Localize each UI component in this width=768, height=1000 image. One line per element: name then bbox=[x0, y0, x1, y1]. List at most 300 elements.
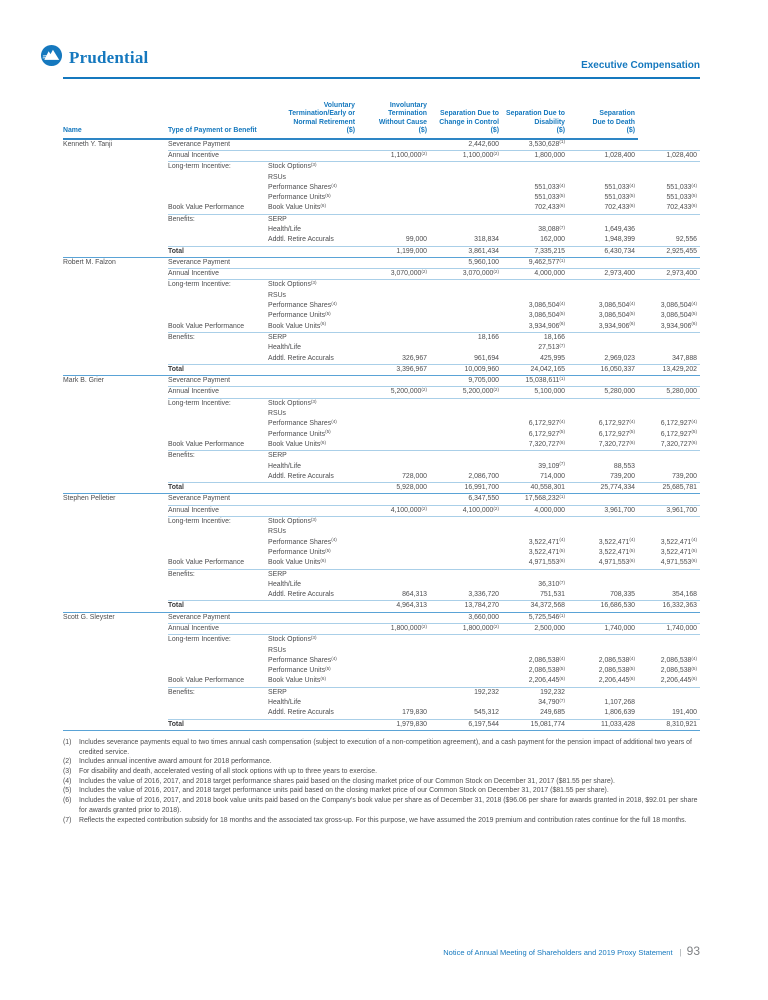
payment-subtype-label: RSUs bbox=[268, 173, 286, 181]
value-cell-2: 3,934,906$^{(6)}$ bbox=[502, 322, 568, 333]
value-cell-1: 3,660,000 bbox=[430, 612, 502, 623]
value-cell-1 bbox=[430, 214, 502, 225]
value-cell-3: 1,740,000 bbox=[568, 623, 638, 634]
value-cell-4 bbox=[638, 580, 700, 590]
value-cell-1: 6,197,544 bbox=[430, 719, 502, 730]
payment-subtype-label bbox=[268, 364, 358, 375]
value-cell-0: 1,100,000$^{(2)}$ bbox=[358, 150, 430, 161]
value-cell-3: 702,433$^{(6)}$ bbox=[568, 203, 638, 214]
value-cell-4: 702,433$^{(6)}$ bbox=[638, 203, 700, 214]
value-cell-4: 13,429,202 bbox=[638, 364, 700, 375]
executive-name bbox=[63, 698, 168, 708]
executive-name bbox=[63, 601, 168, 612]
value-cell-1 bbox=[430, 193, 502, 203]
value-cell-1 bbox=[430, 656, 502, 666]
value-cell-2: 3,522,471$^{(4)}$ bbox=[528, 537, 565, 546]
col-header-value-4: Separation Due to Death ($) bbox=[568, 102, 638, 139]
value-cell-2: 34,790$^{(7)}$ bbox=[538, 697, 565, 707]
value-cell-3: 3,522,471$^{(4)}$ bbox=[598, 537, 635, 546]
payment-type-label bbox=[168, 590, 268, 601]
payment-type-label: Benefits: bbox=[168, 333, 195, 341]
payment-subtype-label bbox=[268, 719, 358, 730]
payment-subtype-label bbox=[268, 623, 358, 634]
executive-name bbox=[63, 150, 168, 161]
value-cell-1: 3,070,000$^{(2)}$ bbox=[430, 269, 502, 280]
page-footer bbox=[63, 944, 700, 958]
value-cell-1 bbox=[430, 462, 502, 472]
value-cell-0 bbox=[358, 409, 430, 419]
value-cell-0 bbox=[358, 580, 430, 590]
payment-subtype-label: Health/Life bbox=[268, 226, 301, 233]
executive-name bbox=[63, 666, 168, 676]
value-cell-1 bbox=[430, 635, 502, 646]
table-row bbox=[63, 387, 700, 398]
table-row bbox=[63, 462, 700, 472]
payment-subtype-label: SERP bbox=[268, 688, 287, 696]
value-cell-2: 702,433$^{(6)}$ bbox=[502, 203, 568, 214]
table-row bbox=[63, 676, 700, 687]
value-cell-4 bbox=[638, 517, 700, 528]
value-cell-4: 2,086,538$^{(5)}$ bbox=[660, 665, 697, 675]
table-row bbox=[63, 173, 700, 183]
executive-name bbox=[63, 183, 168, 193]
payment-type-label bbox=[168, 343, 268, 353]
value-cell-4: 3,086,504$^{(5)}$ bbox=[660, 311, 697, 320]
payment-subtype-label: Addtl. Retire Accurals bbox=[268, 472, 358, 483]
payment-subtype-label bbox=[268, 139, 358, 151]
value-cell-0 bbox=[358, 517, 430, 528]
payment-subtype-label: Addtl. Retire Accurals bbox=[268, 708, 358, 719]
table-row bbox=[63, 580, 700, 590]
value-cell-2: 36,310$^{(7)}$ bbox=[538, 579, 565, 588]
executive-name bbox=[63, 409, 168, 419]
value-cell-1: 9,705,000 bbox=[430, 376, 502, 387]
table-row bbox=[63, 601, 700, 612]
value-cell-1 bbox=[430, 548, 502, 558]
table-row bbox=[63, 590, 700, 601]
payment-subtype-label: RSUs bbox=[268, 646, 286, 654]
executive-name bbox=[63, 656, 168, 666]
payment-type-label: Annual Incentive bbox=[168, 269, 268, 280]
value-cell-2: 5,725,546$^{(1)}$ bbox=[502, 612, 568, 623]
value-cell-0 bbox=[358, 376, 430, 387]
payment-type-label: Total bbox=[168, 719, 268, 730]
value-cell-3: 1,948,399 bbox=[568, 235, 638, 246]
value-cell-3 bbox=[568, 635, 638, 646]
table-row bbox=[63, 646, 700, 656]
value-cell-4 bbox=[638, 376, 700, 387]
value-cell-3 bbox=[568, 612, 638, 623]
executive-name: Kenneth Y. Tanji bbox=[63, 140, 113, 148]
value-cell-3 bbox=[568, 173, 638, 183]
payment-type-label: Annual Incentive bbox=[168, 505, 268, 516]
value-cell-4 bbox=[638, 225, 700, 235]
executive-name bbox=[63, 623, 168, 634]
value-cell-3: 3,961,700 bbox=[568, 505, 638, 516]
payment-subtype-label: Performance Units$^{(5)}$ bbox=[268, 429, 331, 438]
value-cell-0 bbox=[358, 548, 430, 558]
value-cell-0 bbox=[358, 162, 430, 173]
value-cell-1 bbox=[430, 666, 502, 676]
payment-type-label bbox=[168, 656, 268, 666]
payment-subtype-label: RSUs bbox=[268, 410, 286, 418]
value-cell-0 bbox=[358, 173, 430, 183]
value-cell-1: 18,166 bbox=[477, 333, 499, 341]
value-cell-2: 551,033$^{(4)}$ bbox=[534, 182, 565, 191]
value-cell-2 bbox=[502, 569, 568, 580]
footnote-item bbox=[63, 777, 700, 787]
value-cell-3 bbox=[568, 162, 638, 173]
value-cell-4: 7,320,727$^{(6)}$ bbox=[638, 440, 700, 451]
value-cell-1 bbox=[430, 398, 502, 409]
footnote-text: Includes the value of 2016, 2017, and 2018 book value units paid based on the Company's book value per share as of December 31, 2018 ($96.06 per share for awards granted in 2018, $92.01 per share for awards granted prior to 2018). bbox=[79, 797, 698, 814]
value-cell-2 bbox=[502, 280, 568, 291]
payment-type-label: Benefits: bbox=[168, 452, 195, 460]
executive-name bbox=[63, 269, 168, 280]
payment-type-label bbox=[168, 193, 268, 203]
value-cell-1 bbox=[430, 430, 502, 440]
value-cell-4: 92,556 bbox=[638, 235, 700, 246]
value-cell-4: 25,685,781 bbox=[638, 483, 700, 494]
value-cell-1: 16,991,700 bbox=[430, 483, 502, 494]
value-cell-3 bbox=[568, 527, 638, 537]
value-cell-4: 8,310,921 bbox=[638, 719, 700, 730]
executive-name bbox=[63, 301, 168, 311]
value-cell-4 bbox=[638, 462, 700, 472]
payment-type-label bbox=[168, 291, 268, 301]
prudential-logo bbox=[40, 44, 148, 72]
executive-name bbox=[63, 517, 168, 528]
value-cell-0: 3,070,000$^{(2)}$ bbox=[358, 269, 430, 280]
value-cell-1: 13,784,270 bbox=[430, 601, 502, 612]
value-cell-1 bbox=[430, 280, 502, 291]
payment-subtype-label: Health/Life bbox=[268, 462, 301, 470]
payment-type-label bbox=[168, 548, 268, 558]
footnote-number: (2) bbox=[63, 758, 72, 766]
payment-subtype-label: Addtl. Retire Accurals bbox=[268, 354, 358, 365]
table-row bbox=[63, 517, 700, 528]
value-cell-3 bbox=[568, 139, 638, 151]
table-row bbox=[63, 364, 700, 375]
payment-subtype-label: Book Value Units$^{(6)}$ bbox=[268, 322, 358, 333]
footnote-text: Includes the value of 2016, 2017, and 2018 target performance units paid based on the closing market price of our Common Stock on December 31, 2017 ($81.55 per share). bbox=[79, 787, 609, 795]
value-cell-0 bbox=[358, 494, 430, 505]
executive-name bbox=[63, 505, 168, 516]
table-row bbox=[63, 225, 700, 235]
table-row bbox=[63, 419, 700, 429]
col-header-name: Name bbox=[63, 102, 168, 139]
table-row bbox=[63, 280, 700, 291]
executive-name bbox=[63, 332, 168, 343]
value-cell-2: 38,088$^{(7)}$ bbox=[538, 224, 565, 233]
value-cell-4: 354,168 bbox=[638, 590, 700, 601]
value-cell-0 bbox=[358, 527, 430, 537]
footnote-item bbox=[63, 767, 700, 777]
value-cell-2: 3,530,628$^{(1)}$ bbox=[502, 139, 568, 151]
table-row bbox=[63, 291, 700, 301]
footnote-text: Reflects the expected contribution subsidy for 18 months and the associated tax gross-up. For this purpose, we have assumed the 2019 premium and contribution rates continue for the full 18 months. bbox=[79, 816, 687, 824]
executive-name bbox=[63, 214, 168, 225]
payment-type-label bbox=[168, 666, 268, 676]
value-cell-0 bbox=[358, 193, 430, 203]
value-cell-3 bbox=[568, 580, 638, 590]
value-cell-0 bbox=[358, 139, 430, 151]
executive-name bbox=[63, 719, 168, 730]
value-cell-3 bbox=[568, 332, 638, 343]
executive-name bbox=[63, 280, 168, 291]
payment-type-label: Total bbox=[168, 601, 268, 612]
value-cell-2: 4,000,000 bbox=[502, 505, 568, 516]
footnote-number: (4) bbox=[63, 777, 72, 785]
value-cell-4 bbox=[638, 139, 700, 151]
executive-name bbox=[63, 451, 168, 462]
value-cell-3: 4,971,553$^{(6)}$ bbox=[568, 558, 638, 569]
value-cell-0: 99,000 bbox=[358, 235, 430, 246]
value-cell-2: 6,172,927$^{(4)}$ bbox=[528, 419, 565, 428]
value-cell-4 bbox=[638, 635, 700, 646]
page-section-title: Executive Compensation bbox=[581, 60, 700, 71]
footnotes-list bbox=[63, 738, 700, 825]
executive-name bbox=[63, 569, 168, 580]
value-cell-4: 3,086,504$^{(4)}$ bbox=[660, 300, 697, 310]
table-row bbox=[63, 440, 700, 451]
payment-type-label: Total bbox=[168, 483, 268, 494]
payment-subtype-label: Health/Life bbox=[268, 580, 301, 588]
value-cell-1 bbox=[430, 173, 502, 183]
payment-subtype-label bbox=[268, 257, 358, 268]
value-cell-3: 1,806,639 bbox=[568, 708, 638, 719]
value-cell-2: 162,000 bbox=[502, 235, 568, 246]
value-cell-0 bbox=[358, 430, 430, 440]
footnote-item bbox=[63, 786, 700, 796]
table-row bbox=[63, 150, 700, 161]
value-cell-1 bbox=[430, 451, 502, 462]
value-cell-1 bbox=[430, 409, 502, 419]
value-cell-0: 5,200,000$^{(2)}$ bbox=[358, 387, 430, 398]
value-cell-1: 1,100,000$^{(2)}$ bbox=[430, 150, 502, 161]
payment-subtype-label bbox=[268, 269, 358, 280]
payment-subtype-label: Stock Options$^{(3)}$ bbox=[268, 398, 317, 407]
value-cell-2: 2,206,445$^{(6)}$ bbox=[502, 676, 568, 687]
value-cell-1: 5,960,100 bbox=[430, 257, 502, 268]
payment-subtype-label bbox=[268, 150, 358, 161]
value-cell-1: 3,861,434 bbox=[430, 246, 502, 257]
value-cell-1 bbox=[430, 558, 502, 569]
value-cell-3 bbox=[568, 214, 638, 225]
executive-name: Mark B. Grier bbox=[63, 377, 104, 385]
footnote-number: (3) bbox=[63, 768, 72, 776]
executive-name bbox=[63, 527, 168, 537]
payment-type-label bbox=[168, 538, 268, 548]
payment-subtype-label: SERP bbox=[268, 215, 287, 223]
value-cell-4 bbox=[638, 162, 700, 173]
brand-wordmark: Prudential bbox=[69, 48, 149, 67]
value-cell-3 bbox=[568, 257, 638, 268]
table-row bbox=[63, 332, 700, 343]
executive-name bbox=[63, 162, 168, 173]
payment-type-label: Total bbox=[168, 364, 268, 375]
value-cell-3: 551,033$^{(5)}$ bbox=[604, 192, 635, 202]
payment-subtype-label: Performance Shares$^{(4)}$ bbox=[268, 655, 337, 664]
payment-type-label: Benefits: bbox=[168, 570, 195, 578]
payment-type-label: Long-term Incentive: bbox=[168, 636, 231, 644]
payment-type-label: Long-term Incentive: bbox=[168, 281, 231, 289]
value-cell-0 bbox=[358, 291, 430, 301]
payment-type-label bbox=[168, 173, 268, 183]
value-cell-2: 18,166 bbox=[543, 333, 565, 341]
footnote-item bbox=[63, 738, 700, 757]
value-cell-0 bbox=[358, 538, 430, 548]
value-cell-2: 17,568,232$^{(1)}$ bbox=[502, 494, 568, 505]
payment-subtype-label: Book Value Units$^{(6)}$ bbox=[268, 676, 358, 687]
col-header-type: Type of Payment or Benefit bbox=[168, 102, 268, 139]
footnote-number: (1) bbox=[63, 738, 72, 746]
value-cell-1: 192,232 bbox=[474, 688, 499, 696]
executive-name bbox=[63, 354, 168, 365]
payment-subtype-label bbox=[268, 387, 358, 398]
value-cell-0 bbox=[358, 419, 430, 429]
value-cell-4: 3,522,471$^{(5)}$ bbox=[660, 547, 697, 556]
table-row bbox=[63, 708, 700, 719]
value-cell-4: 2,973,400 bbox=[638, 269, 700, 280]
footnote-text: Includes severance payments equal to two times annual cash compensation (subject to execution of a non-competition agreement), and a cash payment for the pension impact of additional two years of credited service. bbox=[79, 738, 692, 756]
payment-type-label bbox=[168, 430, 268, 440]
payment-type-label bbox=[168, 580, 268, 590]
value-cell-3 bbox=[568, 376, 638, 387]
value-cell-3: 6,430,734 bbox=[568, 246, 638, 257]
table-row bbox=[63, 343, 700, 353]
executive-name bbox=[63, 398, 168, 409]
payment-type-label bbox=[168, 354, 268, 365]
value-cell-3: 3,086,504$^{(5)}$ bbox=[598, 311, 635, 320]
executive-name bbox=[63, 419, 168, 429]
value-cell-2: 2,086,538$^{(4)}$ bbox=[528, 655, 565, 664]
value-cell-0 bbox=[358, 214, 430, 225]
payment-subtype-label: Book Value Units$^{(6)}$ bbox=[268, 203, 358, 214]
value-cell-3: 3,522,471$^{(5)}$ bbox=[598, 547, 635, 556]
payment-type-label: Book Value Performance bbox=[168, 558, 268, 569]
value-cell-1: 10,009,960 bbox=[430, 364, 502, 375]
payment-subtype-label: SERP bbox=[268, 333, 287, 341]
payment-type-label: Book Value Performance bbox=[168, 440, 268, 451]
payment-subtype-label: Book Value Units$^{(6)}$ bbox=[268, 558, 358, 569]
table-row bbox=[63, 558, 700, 569]
value-cell-3 bbox=[568, 494, 638, 505]
table-row bbox=[63, 246, 700, 257]
payment-subtype-label: Stock Options$^{(3)}$ bbox=[268, 280, 317, 289]
value-cell-3: 2,969,023 bbox=[568, 354, 638, 365]
value-cell-4 bbox=[638, 451, 700, 462]
executive-name bbox=[63, 472, 168, 483]
value-cell-0 bbox=[358, 698, 430, 708]
value-cell-3 bbox=[568, 398, 638, 409]
table-row bbox=[63, 409, 700, 419]
executive-name bbox=[63, 590, 168, 601]
payment-type-label: Severance Payment bbox=[168, 494, 268, 505]
payment-subtype-label: Performance Shares$^{(4)}$ bbox=[268, 300, 337, 310]
value-cell-3: 6,172,927$^{(5)}$ bbox=[598, 429, 635, 438]
value-cell-0 bbox=[358, 676, 430, 687]
value-cell-1: 961,694 bbox=[430, 354, 502, 365]
value-cell-0 bbox=[358, 225, 430, 235]
payment-type-label bbox=[168, 472, 268, 483]
table-row bbox=[63, 623, 700, 634]
value-cell-1 bbox=[430, 527, 502, 537]
value-cell-2: 7,320,727$^{(6)}$ bbox=[502, 440, 568, 451]
value-cell-2 bbox=[502, 162, 568, 173]
value-cell-0 bbox=[358, 257, 430, 268]
payment-type-label: Long-term Incentive: bbox=[168, 518, 231, 526]
value-cell-1: 3,336,720 bbox=[430, 590, 502, 601]
payment-type-label bbox=[168, 225, 268, 235]
value-cell-1: 1,800,000$^{(2)}$ bbox=[430, 623, 502, 634]
value-cell-0 bbox=[358, 569, 430, 580]
payment-type-label: Severance Payment bbox=[168, 257, 268, 268]
payment-subtype-label: Performance Units$^{(5)}$ bbox=[268, 311, 331, 320]
payment-type-label bbox=[168, 311, 268, 321]
payment-type-label bbox=[168, 646, 268, 656]
table-row bbox=[63, 203, 700, 214]
value-cell-3: 16,050,337 bbox=[568, 364, 638, 375]
value-cell-4 bbox=[638, 398, 700, 409]
payment-subtype-label: Stock Options$^{(3)}$ bbox=[268, 162, 317, 171]
payment-subtype-label bbox=[268, 483, 358, 494]
footnote-text: For disability and death, accelerated vesting of all stock options with up to three years to exercise. bbox=[79, 768, 377, 776]
value-cell-2: 7,335,215 bbox=[502, 246, 568, 257]
value-cell-3: 551,033$^{(4)}$ bbox=[604, 182, 635, 191]
value-cell-0 bbox=[358, 612, 430, 623]
value-cell-1 bbox=[430, 203, 502, 214]
table-row bbox=[63, 322, 700, 333]
value-cell-0 bbox=[358, 322, 430, 333]
value-cell-3 bbox=[568, 569, 638, 580]
executive-name bbox=[63, 646, 168, 656]
value-cell-2: 3,086,504$^{(4)}$ bbox=[528, 300, 565, 310]
payment-type-label: Severance Payment bbox=[168, 139, 268, 151]
executive-name bbox=[63, 483, 168, 494]
value-cell-4: 551,033$^{(5)}$ bbox=[666, 192, 697, 202]
value-cell-1 bbox=[430, 419, 502, 429]
value-cell-4: 1,028,400 bbox=[638, 150, 700, 161]
table-row bbox=[63, 214, 700, 225]
value-cell-3 bbox=[568, 291, 638, 301]
value-cell-4: 1,740,000 bbox=[638, 623, 700, 634]
payment-type-label bbox=[168, 419, 268, 429]
value-cell-0 bbox=[358, 203, 430, 214]
footnote-text: Includes annual incentive award amount for 2018 performance. bbox=[79, 758, 272, 766]
compensation-table bbox=[63, 102, 700, 731]
executive-name bbox=[63, 235, 168, 246]
executive-name bbox=[63, 387, 168, 398]
value-cell-3: 1,107,268 bbox=[604, 699, 635, 707]
value-cell-3: 1,028,400 bbox=[568, 150, 638, 161]
payment-type-label: Total bbox=[168, 246, 268, 257]
value-cell-4 bbox=[638, 494, 700, 505]
value-cell-1 bbox=[430, 311, 502, 321]
footnote-number: (7) bbox=[63, 816, 72, 824]
value-cell-2: 39,109$^{(7)}$ bbox=[538, 461, 565, 470]
value-cell-0 bbox=[358, 301, 430, 311]
payment-type-label bbox=[168, 409, 268, 419]
payment-type-label bbox=[168, 462, 268, 472]
value-cell-0 bbox=[358, 311, 430, 321]
value-cell-4 bbox=[638, 698, 700, 708]
executive-name bbox=[63, 687, 168, 698]
table-row bbox=[63, 257, 700, 268]
value-cell-4: 3,961,700 bbox=[638, 505, 700, 516]
payment-type-label: Benefits: bbox=[168, 688, 195, 696]
col-header-value-2: Separation Due to Change in Control ($) bbox=[430, 102, 502, 139]
